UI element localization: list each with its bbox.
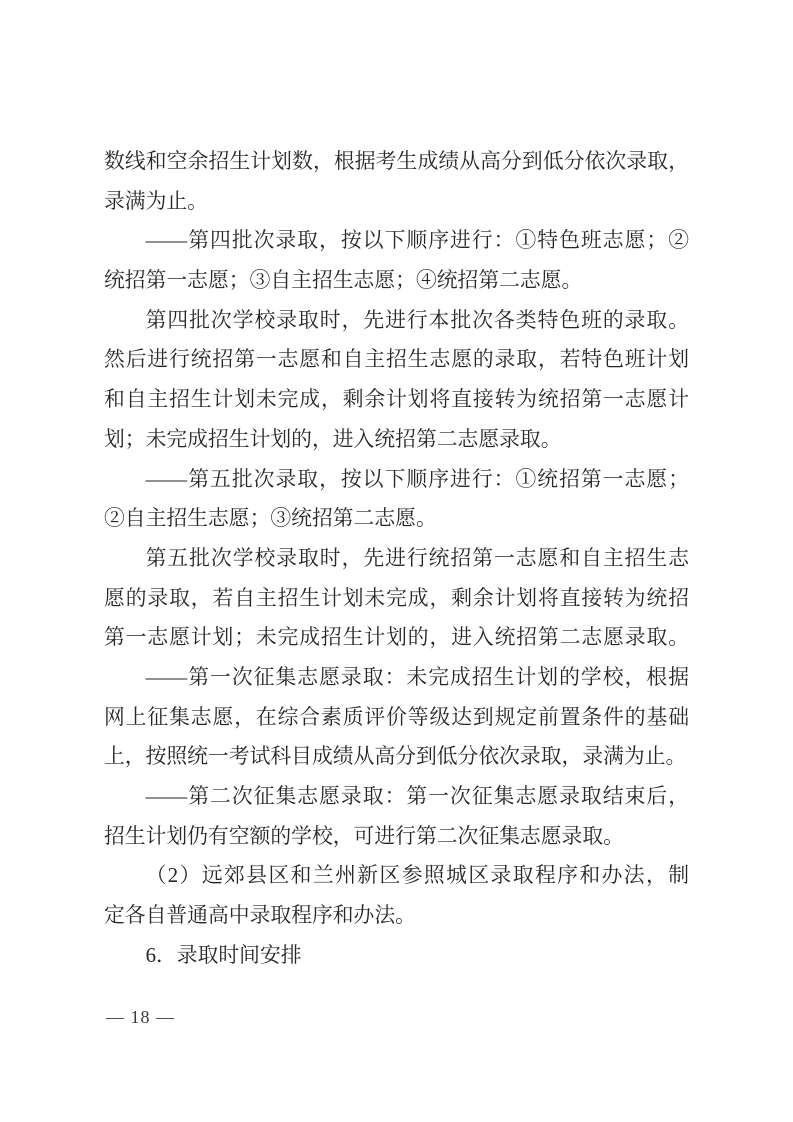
text-line: 和自主招生计划未完成，剩余计划将直接转为统招第一志愿计 [104, 388, 689, 412]
text-line: 第五批次学校录取时，先进行统招第一志愿和自主招生志 [145, 546, 689, 570]
paragraph-section6-heading [104, 936, 689, 976]
paragraph-batch5-detail [104, 539, 689, 658]
text-line: 招生计划仍有空额的学校，可进行第二次征集志愿录取。 [104, 824, 624, 848]
text-line: 统招第一志愿；③自主招生志愿；④统招第二志愿。 [104, 269, 583, 293]
paragraph-continuation [104, 142, 689, 221]
text-line: ②自主招生志愿；③统招第二志愿。 [104, 507, 437, 531]
text-line: 录满为止。 [104, 189, 208, 213]
document-body [104, 142, 689, 975]
text-line: 然后进行统招第一志愿和自主招生志愿的录取，若特色班计划 [104, 348, 689, 372]
text-line: 上，按照统一考试科目成绩从高分到低分依次录取，录满为止。 [104, 745, 687, 769]
text-line: 第四批次学校录取时，先进行本批次各类特色班的录取。 [145, 308, 689, 332]
paragraph-first-supplementary [104, 658, 689, 777]
text-line: 定各自普通高中录取程序和办法。 [104, 904, 416, 928]
paragraph-batch4-detail [104, 301, 689, 460]
text-line: ——第二次征集志愿录取：第一次征集志愿录取结束后， [145, 785, 689, 808]
text-line: ——第五批次录取，按以下顺序进行：①统招第一志愿； [145, 467, 689, 491]
text-line: （2）远郊县区和兰州新区参照城区录取程序和办法，制 [145, 864, 689, 888]
text-line: 划；未完成招生计划的，进入统招第二志愿录取。 [104, 427, 562, 451]
paragraph-suburban-districts [104, 856, 689, 935]
text-line: 网上征集志愿，在综合素质评价等级达到规定前置条件的基础 [104, 705, 689, 729]
paragraph-batch5-order [104, 460, 689, 539]
text-line: 数线和空余招生计划数，根据考生成绩从高分到低分依次录取， [104, 150, 689, 173]
paragraph-batch4-order [104, 221, 689, 300]
text-line: ——第四批次录取，按以下顺序进行：①特色班志愿；② [145, 229, 689, 253]
paragraph-second-supplementary [104, 777, 689, 856]
page-number: — 18 — [106, 1007, 175, 1027]
text-line: 愿的录取，若自主招生计划未完成，剩余计划将直接转为统招 [104, 586, 689, 610]
text-line: ——第一次征集志愿录取：未完成招生计划的学校，根据 [145, 665, 689, 689]
section-heading: 6．录取时间安排 [145, 943, 302, 967]
text-line: 第一志愿计划；未完成招生计划的，进入统招第二志愿录取。 [104, 626, 689, 650]
